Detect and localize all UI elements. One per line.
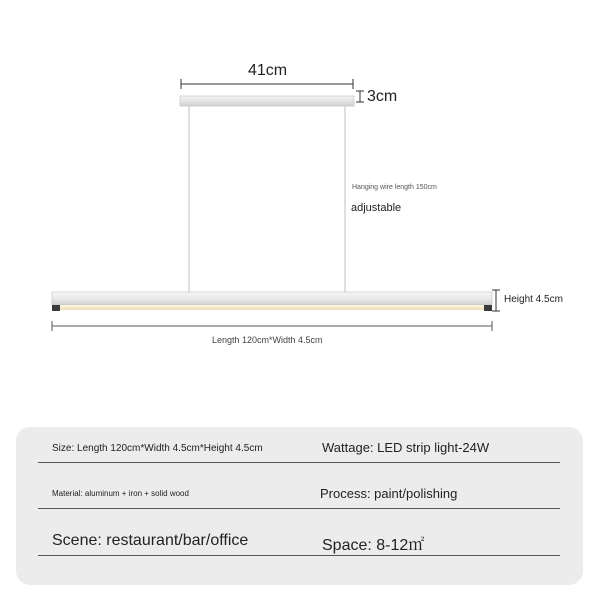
spec-scene: Scene: restaurant/bar/office (52, 532, 249, 549)
adjustable-label: adjustable (351, 202, 402, 214)
spec-material: Material: aluminum + iron + solid wood (52, 489, 189, 498)
bar-height-label: Height 4.5cm (504, 294, 563, 305)
spec-wattage: Wattage: LED strip light-24W (322, 440, 490, 455)
hanging-wire-label: Hanging wire length 150cm (352, 184, 437, 191)
light-bar-body (52, 292, 492, 305)
canopy-width-label: 41cm (248, 62, 288, 79)
spec-divider (38, 508, 560, 509)
ceiling-canopy (180, 96, 354, 106)
canopy-height-label: 3cm (367, 88, 398, 105)
spec-size: Size: Length 120cm*Width 4.5cm*Height 4.5cm (52, 443, 263, 454)
bar-length-label: Length 120cm*Width 4.5cm (212, 335, 323, 345)
spec-process: Process: paint/polishing (320, 486, 458, 501)
light-bar-glow (54, 305, 490, 310)
spec-divider (38, 462, 560, 463)
spec-divider (38, 555, 560, 556)
spec-space: Space: 8-12㎡ (322, 537, 425, 554)
